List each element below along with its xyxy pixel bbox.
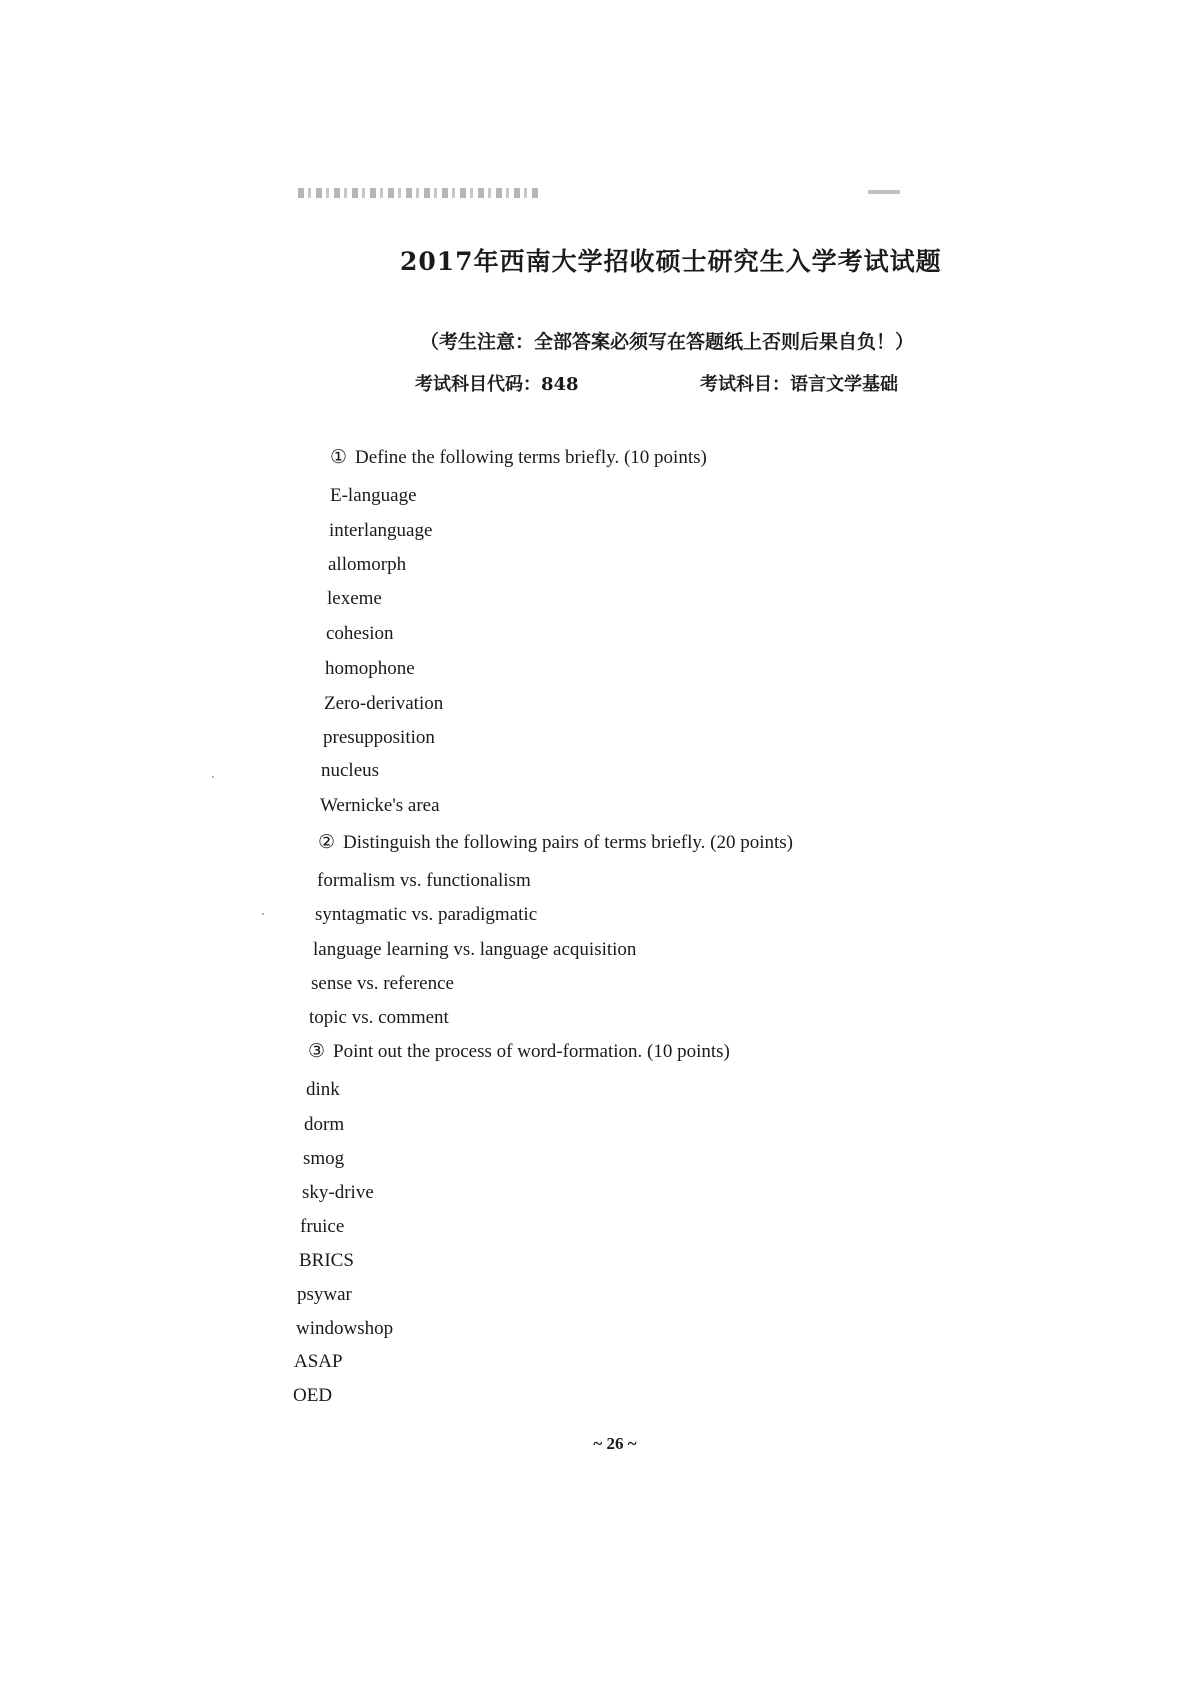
exam-notice: （考生注意：全部答案必须写在答题纸上否则后果自负！） [420, 331, 915, 353]
section-1-heading [330, 448, 707, 467]
section-1-heading-text: Define the following terms briefly. (10 points) [355, 447, 707, 468]
term-item: Zero-derivation [324, 693, 444, 714]
word-item: psywar [297, 1284, 352, 1305]
section-2-heading [318, 833, 793, 852]
term-item: Wernicke's area [320, 795, 440, 816]
term-pair-item: sense vs. reference [311, 973, 454, 994]
word-item: dink [306, 1079, 340, 1100]
term-item: homophone [325, 658, 415, 679]
word-item: BRICS [299, 1250, 354, 1271]
exam-code: 考试科目代码：848 [415, 374, 579, 395]
term-item: interlanguage [329, 520, 433, 541]
scan-speck [212, 776, 214, 778]
term-item: presupposition [323, 727, 435, 748]
section-3-heading-text: Point out the process of word-formation. (10 points) [333, 1041, 730, 1062]
term-pair-item: syntagmatic vs. paradigmatic [315, 904, 538, 925]
word-item: windowshop [296, 1318, 394, 1339]
word-item: fruice [300, 1216, 345, 1237]
faded-header-mark [868, 190, 900, 194]
page-number: ~ 26 ~ [593, 1434, 637, 1453]
exam-title: 2017年西南大学招收硕士研究生入学考试试题 [400, 247, 942, 276]
exam-subject: 考试科目：语言文学基础 [700, 374, 898, 395]
section-3-marker: ③ [308, 1041, 326, 1062]
word-item: dorm [304, 1114, 345, 1135]
term-item: allomorph [328, 554, 407, 575]
word-item: OED [293, 1385, 333, 1406]
word-item: sky-drive [302, 1182, 374, 1203]
term-item: lexeme [327, 588, 382, 609]
term-item: cohesion [326, 623, 394, 644]
term-pair-item: formalism vs. functionalism [317, 870, 531, 891]
faded-header-text [298, 188, 538, 198]
word-item: ASAP [294, 1351, 343, 1372]
word-item: smog [303, 1148, 345, 1169]
section-2-heading-text: Distinguish the following pairs of terms briefly. (20 points) [343, 832, 794, 853]
term-pair-item: topic vs. comment [309, 1007, 449, 1028]
term-item: E-language [330, 485, 417, 506]
term-item: nucleus [321, 760, 380, 781]
section-2-marker: ② [318, 832, 336, 853]
term-pair-item: language learning vs. language acquisition [313, 939, 637, 960]
scan-speck [262, 913, 264, 915]
section-1-marker: ① [330, 447, 348, 468]
section-3-heading [308, 1042, 730, 1061]
